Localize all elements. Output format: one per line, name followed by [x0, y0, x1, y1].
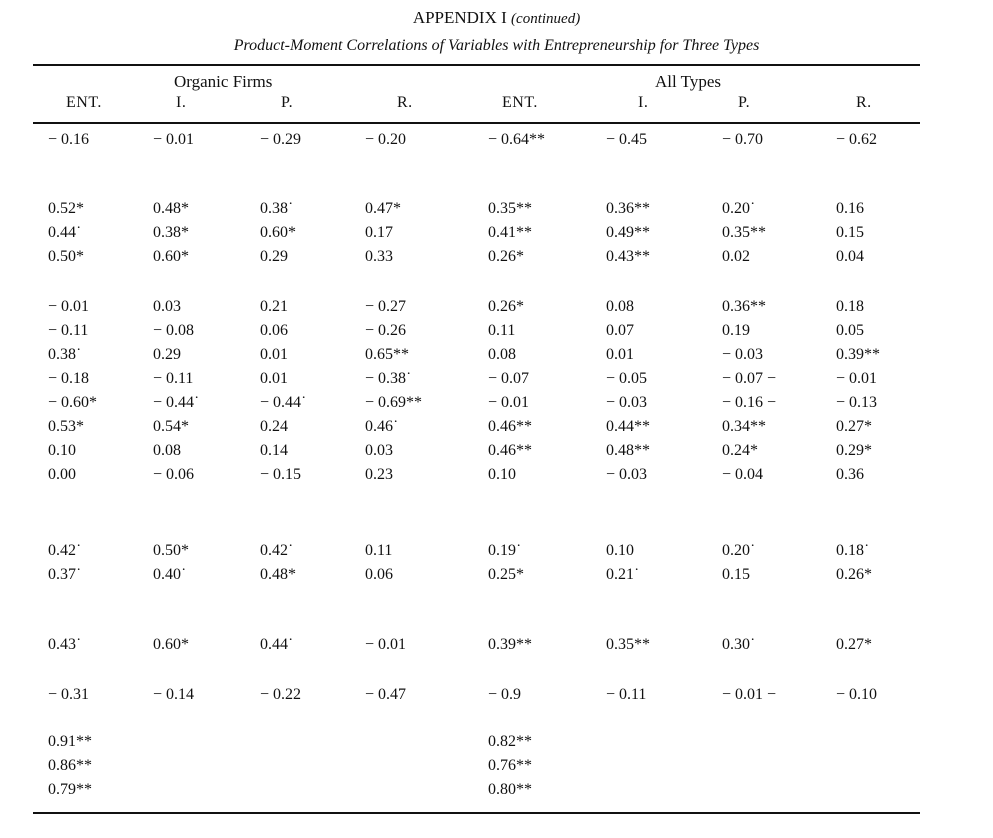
column-header: R. — [856, 94, 872, 111]
table-cell: 0.54* — [153, 418, 189, 435]
table-cell: 0.36** — [606, 200, 650, 217]
table-cell: − 0.20 — [365, 131, 407, 148]
table-cell: 0.48* — [153, 200, 189, 217]
table-cell: 0.43˙ — [48, 636, 82, 653]
table-cell: − 0.01 — [365, 636, 407, 653]
table-cell: − 0.11 — [606, 686, 647, 703]
table-cell: 0.16 — [836, 200, 864, 217]
table-cell: 0.33 — [365, 248, 393, 265]
column-header: ENT. — [66, 94, 102, 111]
table-cell: 0.35** — [722, 224, 766, 241]
column-header: ENT. — [502, 94, 538, 111]
table-cell: 0.24* — [722, 442, 758, 459]
table-cell: − 0.29 — [260, 131, 302, 148]
table-cell: 0.07 — [606, 322, 634, 339]
appendix-title-text: APPENDIX I — [412, 8, 507, 27]
table-cell: 0.20˙ — [722, 542, 756, 559]
table-cell: − 0.26 — [365, 322, 407, 339]
table-cell: − 0.08 — [153, 322, 195, 339]
table-cell: − 0.13 — [836, 394, 878, 411]
table-cell: − 0.01 — [488, 394, 530, 411]
table-cell: 0.46** — [488, 442, 532, 459]
table-cell: 0.36 — [836, 466, 864, 483]
table-cell: 0.18˙ — [836, 542, 870, 559]
table-cell: − 0.45 — [606, 131, 648, 148]
table-cell: 0.29 — [153, 346, 181, 363]
table-cell: 0.38˙ — [48, 346, 82, 363]
table-cell: − 0.16 − — [722, 394, 777, 411]
table-cell: − 0.70 — [722, 131, 764, 148]
table-cell: − 0.14 — [153, 686, 195, 703]
table-cell: 0.34** — [722, 418, 766, 435]
table-cell: 0.50* — [48, 248, 84, 265]
table-cell: − 0.03 — [606, 394, 648, 411]
table-cell: 0.18 — [836, 298, 864, 315]
table-cell: 0.41** — [488, 224, 532, 241]
table-cell: − 0.38˙ — [365, 370, 412, 387]
table-cell: 0.04 — [836, 248, 864, 265]
table-cell: 0.21˙ — [606, 566, 640, 583]
table-cell: 0.40˙ — [153, 566, 187, 583]
column-header: I. — [638, 94, 649, 111]
table-cell: 0.06 — [260, 322, 288, 339]
table-cell: 0.26* — [488, 298, 524, 315]
table-cell: − 0.03 — [606, 466, 648, 483]
table-cell: − 0.01 — [153, 131, 195, 148]
table-cell: 0.27* — [836, 418, 872, 435]
table-cell: 0.26* — [836, 566, 872, 583]
table-cell: − 0.01 — [836, 370, 878, 387]
top-rule — [33, 64, 920, 66]
table-cell: 0.24 — [260, 418, 288, 435]
table-cell: − 0.01 − — [722, 686, 777, 703]
table-cell: 0.21 — [260, 298, 288, 315]
table-cell: 0.42˙ — [48, 542, 82, 559]
table-cell: 0.29 — [260, 248, 288, 265]
table-cell: 0.17 — [365, 224, 393, 241]
table-cell: 0.53* — [48, 418, 84, 435]
table-cell: 0.25* — [488, 566, 524, 583]
table-cell: 0.44** — [606, 418, 650, 435]
table-cell: − 0.11 — [48, 322, 89, 339]
table-cell: 0.82** — [488, 733, 532, 750]
table-cell: − 0.27 — [365, 298, 407, 315]
table-cell: 0.03 — [153, 298, 181, 315]
table-cell: 0.39** — [836, 346, 880, 363]
table-cell: 0.37˙ — [48, 566, 82, 583]
table-cell: 0.43** — [606, 248, 650, 265]
column-header: P. — [281, 94, 294, 111]
table-cell: − 0.11 — [153, 370, 194, 387]
table-cell: 0.19˙ — [488, 542, 522, 559]
bottom-rule — [33, 812, 920, 814]
table-cell: 0.86** — [48, 757, 92, 774]
appendix-title-note: (continued) — [511, 11, 581, 27]
table-cell: 0.35** — [488, 200, 532, 217]
table-cell: 0.08 — [606, 298, 634, 315]
table-cell: − 0.60* — [48, 394, 98, 411]
table-subtitle: Product-Moment Correlations of Variables with Entrepreneurship for Three Types — [233, 37, 760, 54]
table-cell: − 0.62 — [836, 131, 878, 148]
table-cell: 0.30˙ — [722, 636, 756, 653]
table-cell: 0.02 — [722, 248, 750, 265]
table-cell: 0.47* — [365, 200, 401, 217]
table-cell: − 0.10 — [836, 686, 878, 703]
table-cell: 0.15 — [836, 224, 864, 241]
appendix-title — [0, 8, 993, 28]
table-cell: 0.91** — [48, 733, 92, 750]
table-cell: 0.11 — [488, 322, 516, 339]
table-cell: 0.23 — [365, 466, 393, 483]
table-cell: − 0.22 — [260, 686, 302, 703]
table-cell: 0.10 — [488, 466, 516, 483]
table-cell: − 0.06 — [153, 466, 195, 483]
table-cell: − 0.05 — [606, 370, 648, 387]
table-cell: 0.44˙ — [260, 636, 294, 653]
table-cell: 0.46˙ — [365, 418, 399, 435]
column-header: P. — [738, 94, 751, 111]
table-cell: 0.19 — [722, 322, 750, 339]
column-header: I. — [176, 94, 187, 111]
table-cell: 0.27* — [836, 636, 872, 653]
table-cell: − 0.18 — [48, 370, 90, 387]
table-cell: − 0.47 — [365, 686, 407, 703]
table-cell: 0.08 — [153, 442, 181, 459]
table-cell: 0.36** — [722, 298, 766, 315]
table-cell: 0.10 — [48, 442, 76, 459]
header-rule — [33, 122, 920, 124]
table-cell: 0.01 — [606, 346, 634, 363]
table-cell: 0.14 — [260, 442, 288, 459]
table-cell: 0.10 — [606, 542, 634, 559]
table-cell: − 0.01 — [48, 298, 90, 315]
table-cell: − 0.16 — [48, 131, 90, 148]
table-cell: 0.48** — [606, 442, 650, 459]
table-cell: 0.08 — [488, 346, 516, 363]
table-cell: 0.05 — [836, 322, 864, 339]
table-cell: − 0.07 — [488, 370, 530, 387]
table-cell: 0.42˙ — [260, 542, 294, 559]
table-cell: 0.29* — [836, 442, 872, 459]
table-cell: − 0.03 — [722, 346, 764, 363]
table-cell: 0.35** — [606, 636, 650, 653]
table-cell: − 0.15 — [260, 466, 302, 483]
group-organic-firms: Organic Firms — [174, 72, 273, 91]
table-cell: 0.03 — [365, 442, 393, 459]
table-cell: − 0.69** — [365, 394, 423, 411]
table-cell: 0.11 — [365, 542, 393, 559]
table-cell: 0.76** — [488, 757, 532, 774]
table-cell: 0.38* — [153, 224, 189, 241]
table-cell: 0.20˙ — [722, 200, 756, 217]
table-cell: 0.39** — [488, 636, 532, 653]
table-cell: 0.52* — [48, 200, 84, 217]
table-cell: − 0.9 — [488, 686, 522, 703]
table-cell: − 0.31 — [48, 686, 90, 703]
table-cell: 0.49** — [606, 224, 650, 241]
table-cell: − 0.44˙ — [260, 394, 307, 411]
table-cell: 0.60* — [260, 224, 296, 241]
table-cell: − 0.07 − — [722, 370, 777, 387]
table-cell: 0.00 — [48, 466, 76, 483]
table-cell: 0.46** — [488, 418, 532, 435]
table-cell: 0.38˙ — [260, 200, 294, 217]
table-cell: − 0.44˙ — [153, 394, 200, 411]
column-header: R. — [397, 94, 413, 111]
table-cell: 0.06 — [365, 566, 393, 583]
table-cell: 0.01 — [260, 370, 288, 387]
table-cell: 0.01 — [260, 346, 288, 363]
table-cell: 0.15 — [722, 566, 750, 583]
table-cell: 0.50* — [153, 542, 189, 559]
table-cell: 0.44˙ — [48, 224, 82, 241]
table-cell: − 0.64** — [488, 131, 546, 148]
table-cell: 0.48* — [260, 566, 296, 583]
table-cell: 0.80** — [488, 781, 532, 798]
table-cell: 0.60* — [153, 248, 189, 265]
table-cell: 0.60* — [153, 636, 189, 653]
group-all-types: All Types — [655, 72, 722, 91]
table-cell: 0.65** — [365, 346, 409, 363]
table-cell: 0.79** — [48, 781, 92, 798]
table-cell: 0.26* — [488, 248, 524, 265]
table-cell: − 0.04 — [722, 466, 764, 483]
